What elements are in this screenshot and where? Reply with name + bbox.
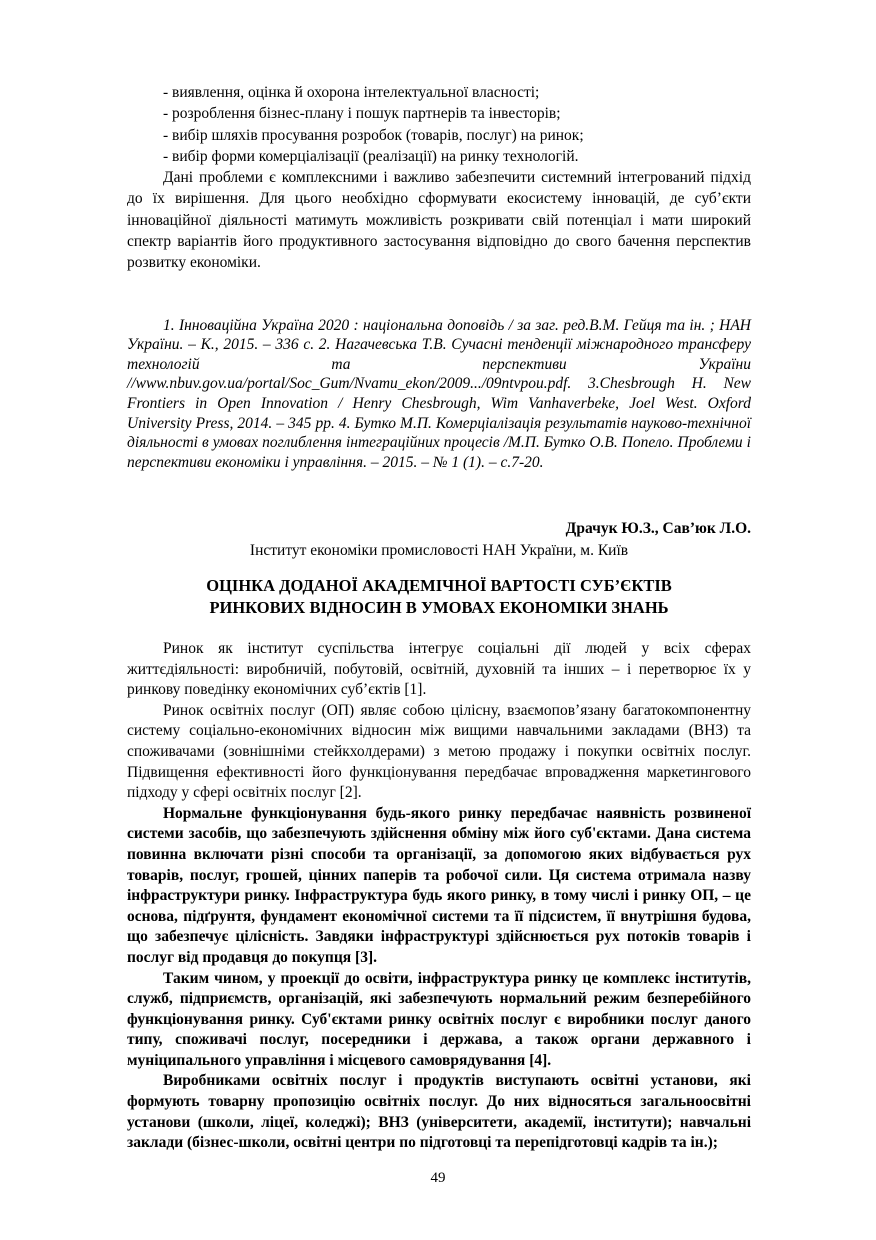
page-content: [127, 82, 751, 1154]
references-block: 1. Інноваційна Україна 2020 : національна доповідь / за заг. ред.В.М. Гейця та ін. ; НАН України. – К., 2015. – 336 с. 2. Нагачевська Т.В. Сучасні тенденції міжнародного трансферу технологій та перспективи України //www.nbuv.gov.ua/portal/Soc_Gum/Nvamu_ekon/2009.../09ntvpou.pdf. 3.Chesbrough H. New Frontiers in Open Innovation / Henry Chesbrough, Wim Vanhaverbeke, Joel West. Oxford University Press, 2014. – 345 pp. 4. Бутко М.П. Комерціалізація результатів науково-технічної діяльності в умовах поглиблення інтеграційних процесів /М.П. Бутко О.В. Попело. Проблеми і перспективи економіки і управління. – 2015. – № 1 (1). – с.7-20.: [127, 316, 751, 471]
article-title-line1: ОЦІНКА ДОДАНОЇ АКАДЕМІЧНОЇ ВАРТОСТІ СУБ’ЄКТІВ: [206, 576, 672, 596]
article-body: [127, 639, 751, 1154]
affiliation: Інститут економіки промисловості НАН України, м. Київ: [249, 541, 629, 559]
body-paragraph: Виробниками освітніх послуг і продуктів виступають освітні установи, які формують товарну пропозицію освітніх послуг. До них відносяться загальноосвітні установи (школи, ліцеї, коледжі); ВНЗ (університети, академії, інститути); навчальні заклади (бізнес-школи, освітні центри по підготовці та перепідготовці кадрів та ін.);: [127, 1072, 751, 1152]
list-item: - вибір шляхів просування розробок (товарів, послуг) на ринок;: [163, 126, 584, 144]
page-number: 49: [430, 1170, 446, 1186]
list-item: - розроблення бізнес-плану і пошук партнерів та інвесторів;: [163, 105, 561, 123]
article-title-line2: РИНКОВИХ ВІДНОСИН В УМОВАХ ЕКОНОМІКИ ЗНАНЬ: [209, 598, 669, 618]
body-paragraph: Ринок освітніх послуг (ОП) являє собою цілісну, взаємопов’язану багатокомпонентну систему соціально-економічних відносин між вищими навчальними закладами (ВНЗ) та споживачами (зовнішніми стейкхолдерами) з метою продажу і покупки освітніх послуг. Підвищення ефективності його функціонування передбачає впровадження маркетингового підходу у сфері освітніх послуг [2].: [127, 701, 751, 802]
body-paragraph: Нормальне функціонування будь-якого ринку передбачає наявність розвиненої системи засобів, що забезпечують здійснення обміну між його суб'єктами. Дана система повинна включати різні способи та організації, за допомогою яких відбувається рух товарів, послуг, грошей, цінних паперів та робочої сили. Ця система отримала назву інфраструктури ринку. Інфраструктура будь якого ринку, в тому числі і ринку ОП, – це основа, підґрунтя, фундамент економічної системи та її підсистем, її внутрішня будова, що забезпечує цілісність. Завдяки інфраструктурі здійснюється рух потоків товарів і послуг від продавця до покупця [3].: [127, 804, 751, 966]
list-item: - виявлення, оцінка й охорона інтелектуальної власності;: [163, 84, 540, 101]
authors: Драчук Ю.З., Сав’юк Л.О.: [565, 520, 751, 538]
byline: [127, 518, 751, 561]
body-paragraph: Таким чином, у проекції до освіти, інфраструктура ринку це комплекс інститутів, служб, підприємств, організацій, які забезпечують нормальний режим безперебійного функціонування ринку. Суб'єктами ринку освітніх послуг є виробники послуг даного типу, споживачі послуг, посередники і держава, а також органи державного і муніципального управління і місцевого самоврядування [4].: [127, 969, 751, 1069]
intro-paragraph: Дані проблеми є комплексними і важливо забезпечити системний інтегрований підхід до їх вирішення. Для цього необхідно сформувати екосистему інновацій, де суб’єкти інноваційної діяльності матимуть можливість розкривати свій потенціал і мати широкий спектр варіантів його продуктивного застосування відповідно до свого бачення перспектив розвитку економіки.: [127, 169, 751, 272]
list-item: - вибір форми комерціалізації (реалізації) на ринку технологій.: [163, 147, 579, 165]
article-title: [127, 575, 751, 619]
body-paragraph: Ринок як інститут суспільства інтегрує соціальні дії людей у всіх сферах життєдіяльності: виробничій, побутовій, освітній, духовній та інших – і перетворює їх у ринкову поведінку економічних суб’єктів [1].: [127, 640, 751, 699]
